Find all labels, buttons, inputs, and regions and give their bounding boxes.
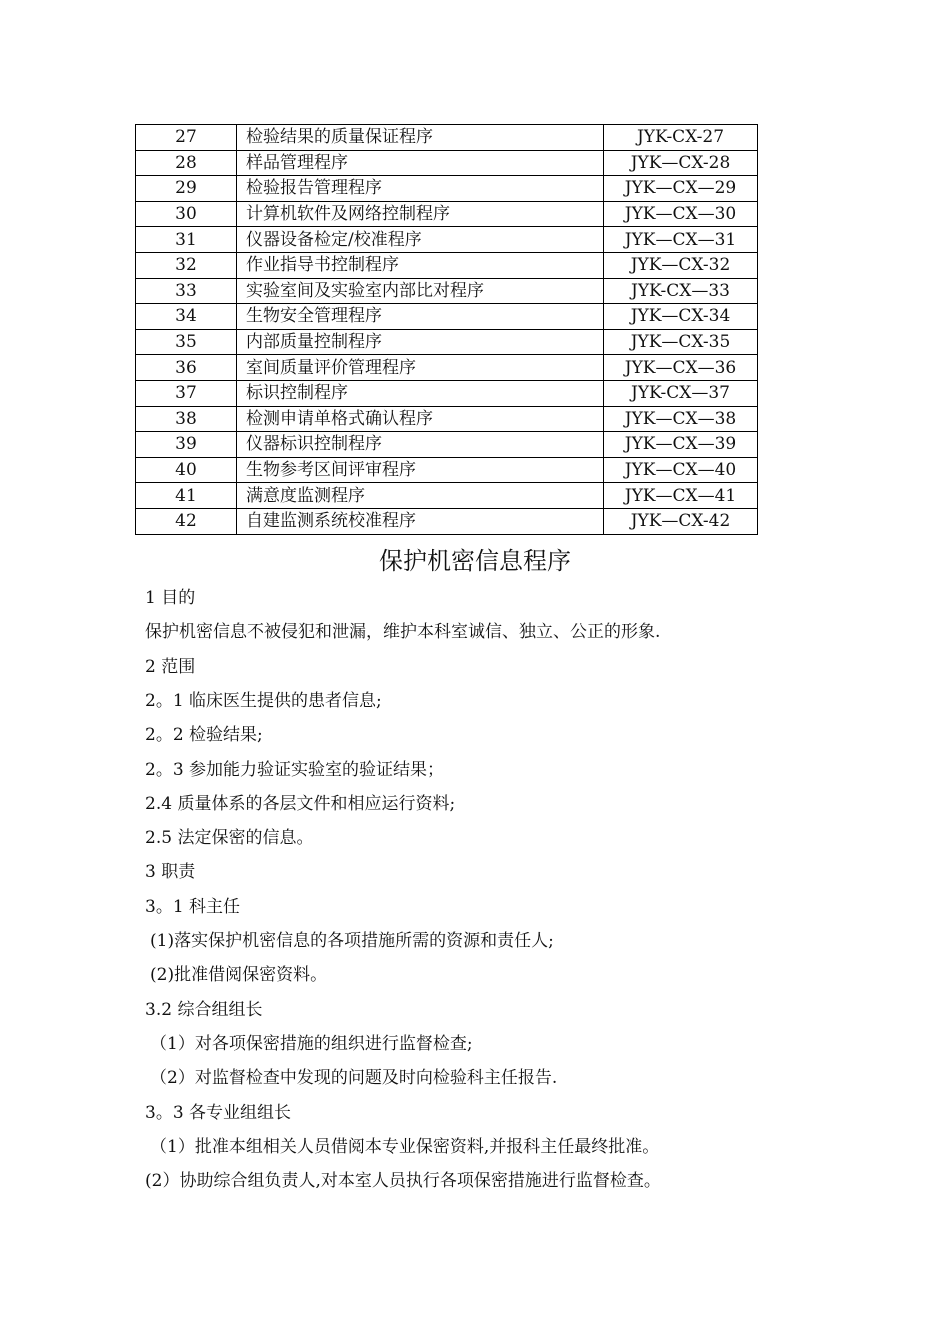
procedure-name: 检验结果的质量保证程序 [237,125,604,151]
row-number: 30 [136,201,237,227]
procedure-code: JYK—CX—39 [604,432,758,458]
procedure-code: JYK—CX—31 [604,227,758,253]
body-line: 3。3 各专业组组长 [145,1102,292,1123]
procedure-name: 计算机软件及网络控制程序 [237,201,604,227]
procedure-code: JYK—CX—38 [604,406,758,432]
table-row [136,355,758,381]
procedure-name: 检验报告管理程序 [237,176,604,202]
procedure-name: 样品管理程序 [237,150,604,176]
body-line: 1 目的 [145,588,196,608]
body-line: 2.5 法定保密的信息。 [145,828,314,849]
body-line: (2）协助综合组负责人,对本室人员执行各项保密措施进行监督检查。 [145,1171,661,1192]
procedure-code: JYK-CX-27 [604,125,758,151]
body-line: (1)落实保护机密信息的各项措施所需的资源和责任人; [150,931,554,951]
row-number: 31 [136,227,237,253]
table-row [136,380,758,406]
body-line: 3。1 科主任 [145,896,241,917]
procedure-code: JYK—CX—30 [604,201,758,227]
row-number: 39 [136,432,237,458]
procedure-name: 作业指导书控制程序 [237,252,604,278]
procedure-code: JYK-CX—33 [604,278,758,304]
procedure-name: 仪器设备检定/校准程序 [237,227,604,253]
body-line: 3.2 综合组组长 [145,999,263,1020]
body-line: （1）对各项保密措施的组织进行监督检查; [150,1033,473,1054]
procedure-name: 仪器标识控制程序 [237,432,604,458]
procedure-code: JYK—CX—40 [604,457,758,483]
table-row [136,125,758,151]
procedure-name: 自建监测系统校准程序 [237,508,604,534]
procedure-name: 检测申请单格式确认程序 [237,406,604,432]
row-number: 36 [136,355,237,381]
table-row [136,176,758,202]
table-row [136,201,758,227]
table-row [136,329,758,355]
row-number: 38 [136,406,237,432]
row-number: 34 [136,304,237,330]
table-row [136,304,758,330]
row-number: 33 [136,278,237,304]
row-number: 42 [136,508,237,534]
table-row [136,252,758,278]
procedure-code: JYK-CX—37 [604,380,758,406]
body-line: （2）对监督检查中发现的问题及时向检验科主任报告. [150,1068,558,1089]
table-row [136,457,758,483]
procedure-list-body [136,125,758,535]
table-row [136,278,758,304]
row-number: 32 [136,252,237,278]
procedure-name: 标识控制程序 [237,380,604,406]
row-number: 29 [136,176,237,202]
procedure-name: 生物安全管理程序 [237,304,604,330]
body-line: 2.4 质量体系的各层文件和相应运行资料; [145,793,456,814]
body-line: （1）批准本组相关人员借阅本专业保密资料,并报科主任最终批准。 [150,1136,660,1157]
procedure-name: 内部质量控制程序 [237,329,604,355]
table-row [136,150,758,176]
procedure-code: JYK—CX-34 [604,304,758,330]
procedure-name: 满意度监测程序 [237,483,604,509]
body-line: 保护机密信息不被侵犯和泄漏，维护本科室诚信、独立、公正的形象. [145,622,661,643]
table-row [136,483,758,509]
body-line: 2。3 参加能力验证实验室的验证结果； [145,759,445,780]
procedure-code: JYK—CX-32 [604,252,758,278]
body-line: 3 职责 [145,862,196,883]
body-line: 2。1 临床医生提供的患者信息; [145,690,382,711]
table-row [136,432,758,458]
procedure-name: 实验室间及实验室内部比对程序 [237,278,604,304]
procedure-name: 室间质量评价管理程序 [237,355,604,381]
body-line: 2 范围 [145,656,196,677]
body-line: (2)批准借阅保密资料。 [150,965,328,986]
table-row [136,227,758,253]
procedure-code: JYK—CX—36 [604,355,758,381]
row-number: 35 [136,329,237,355]
body-line: 2。2 检验结果; [145,725,263,746]
procedure-code: JYK—CX-35 [604,329,758,355]
row-number: 41 [136,483,237,509]
table-row [136,406,758,432]
procedure-name: 生物参考区间评审程序 [237,457,604,483]
procedure-code: JYK—CX—41 [604,483,758,509]
table-row [136,508,758,534]
procedure-code: JYK—CX-28 [604,150,758,176]
row-number: 27 [136,125,237,151]
row-number: 37 [136,380,237,406]
procedure-code: JYK—CX-42 [604,508,758,534]
row-number: 40 [136,457,237,483]
procedure-list-table [135,124,758,535]
document-title: 保护机密信息程序 [379,547,571,575]
row-number: 28 [136,150,237,176]
procedure-code: JYK—CX—29 [604,176,758,202]
